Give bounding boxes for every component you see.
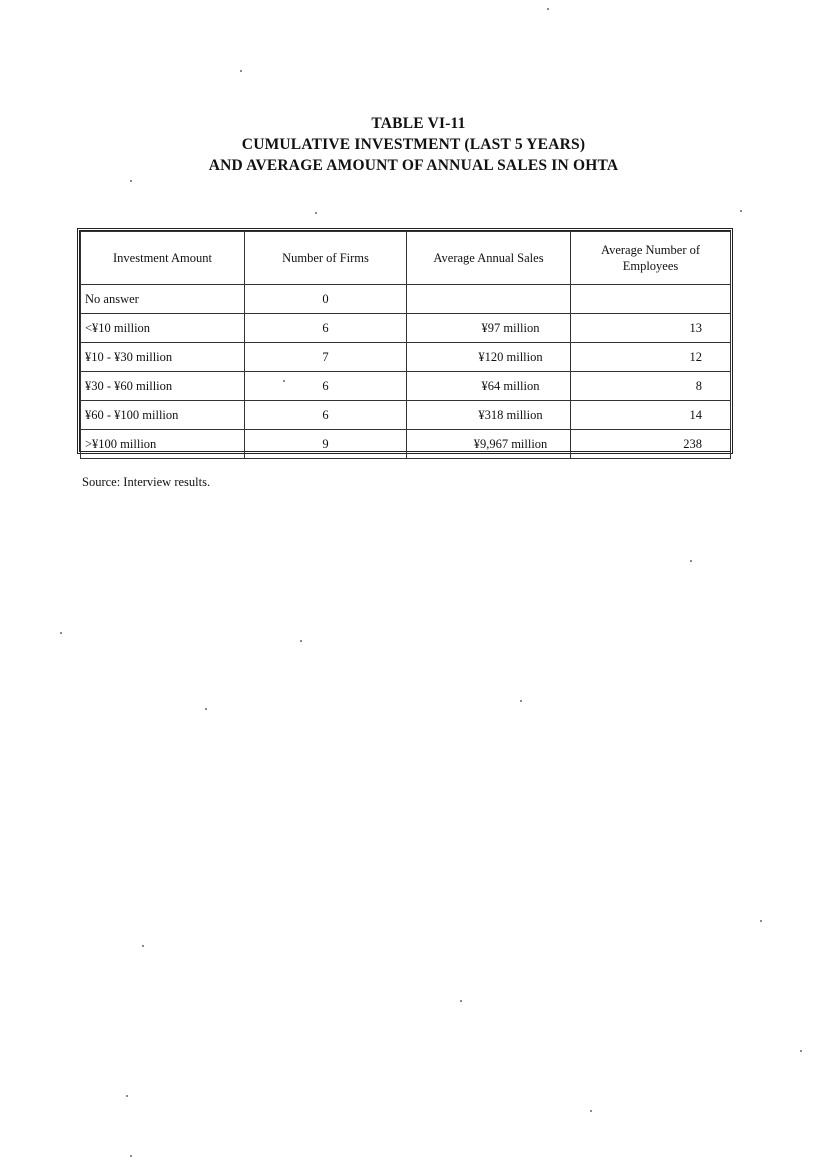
scan-speck (760, 920, 762, 922)
column-header-investment-amount: Investment Amount (81, 232, 245, 285)
scan-speck (300, 640, 302, 642)
data-table (80, 231, 731, 459)
scan-speck (130, 180, 132, 182)
scan-speck (283, 380, 285, 382)
cell-number-of-firms: 0 (245, 285, 407, 314)
cell-average-annual-sales: ¥120 million (407, 343, 571, 372)
scan-speck (547, 8, 549, 10)
column-header-number-of-firms: Number of Firms (245, 232, 407, 285)
cell-investment-amount: ¥10 - ¥30 million (81, 343, 245, 372)
table-number: TABLE VI-11 (371, 115, 466, 132)
table-title-line-2: AND AVERAGE AMOUNT OF ANNUAL SALES IN OHTA (208, 157, 619, 174)
cell-average-employees: 13 (571, 314, 731, 343)
scan-speck (126, 1095, 128, 1097)
cell-investment-amount: ¥30 - ¥60 million (81, 372, 245, 401)
investment-table (77, 228, 733, 454)
cell-average-annual-sales: ¥318 million (407, 401, 571, 430)
scan-speck (460, 1000, 462, 1002)
scan-speck (740, 210, 742, 212)
table-row (81, 401, 731, 430)
cell-investment-amount: <¥10 million (81, 314, 245, 343)
scan-speck (800, 1050, 802, 1052)
scan-speck (315, 212, 317, 214)
cell-average-employees: 14 (571, 401, 731, 430)
cell-average-employees (571, 285, 731, 314)
cell-average-annual-sales: ¥9,967 million (407, 430, 571, 459)
cell-average-employees: 12 (571, 343, 731, 372)
cell-average-annual-sales (407, 285, 571, 314)
cell-number-of-firms: 7 (245, 343, 407, 372)
table-header-row (81, 232, 731, 285)
scan-speck (240, 70, 242, 72)
table-row (81, 285, 731, 314)
scan-speck (60, 632, 62, 634)
cell-number-of-firms: 6 (245, 372, 407, 401)
column-header-average-employees: Average Number of Employees (571, 232, 731, 285)
column-header-average-annual-sales: Average Annual Sales (407, 232, 571, 285)
cell-investment-amount: >¥100 million (81, 430, 245, 459)
scan-speck (130, 1155, 132, 1157)
cell-number-of-firms: 9 (245, 430, 407, 459)
cell-investment-amount: No answer (81, 285, 245, 314)
table-title (0, 113, 827, 176)
table-row (81, 372, 731, 401)
cell-number-of-firms: 6 (245, 401, 407, 430)
cell-average-annual-sales: ¥64 million (407, 372, 571, 401)
scan-speck (690, 560, 692, 562)
scan-speck (590, 1110, 592, 1112)
cell-average-employees: 8 (571, 372, 731, 401)
cell-investment-amount: ¥60 - ¥100 million (81, 401, 245, 430)
table-row (81, 430, 731, 459)
table-title-line-1: CUMULATIVE INVESTMENT (LAST 5 YEARS) (241, 136, 586, 153)
scan-speck (142, 945, 144, 947)
table-row (81, 314, 731, 343)
cell-number-of-firms: 6 (245, 314, 407, 343)
scan-speck (520, 700, 522, 702)
cell-average-annual-sales: ¥97 million (407, 314, 571, 343)
table-row (81, 343, 731, 372)
scan-speck (205, 708, 207, 710)
cell-average-employees: 238 (571, 430, 731, 459)
source-note: Source: Interview results. (82, 475, 211, 489)
